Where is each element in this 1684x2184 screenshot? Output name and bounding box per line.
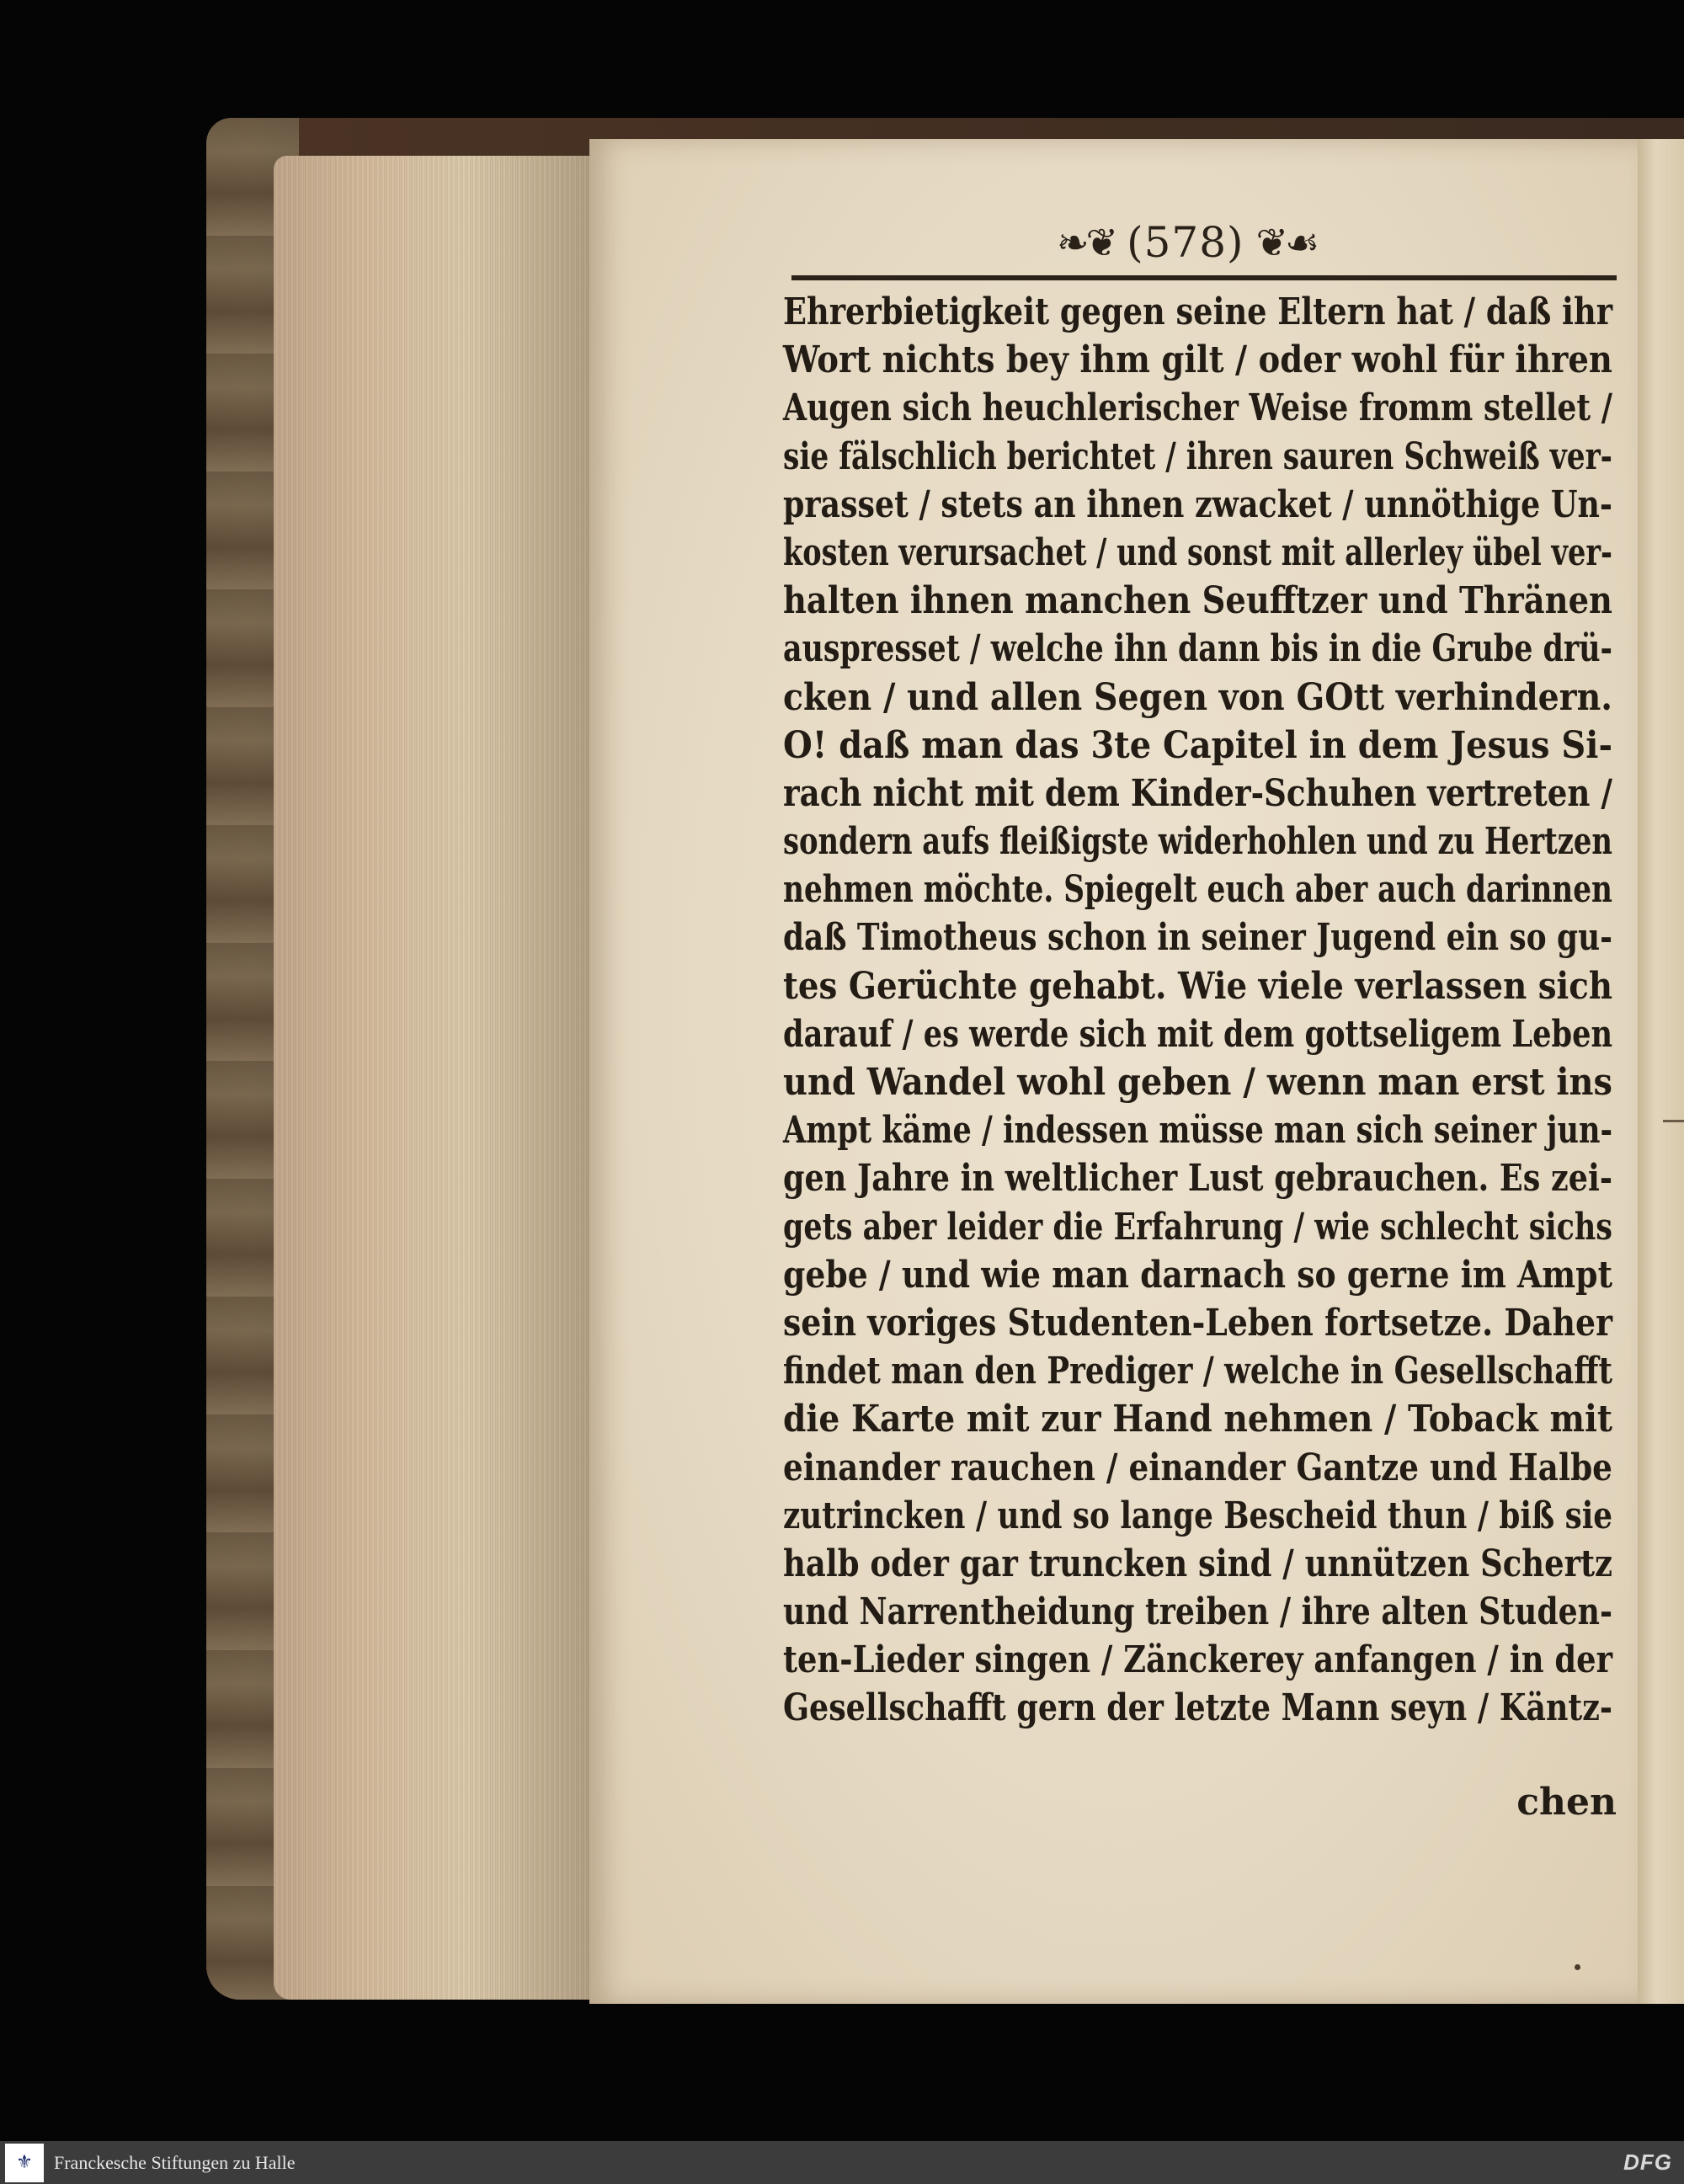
text-line: nehmen möchte. Spiegelt euch aber auch darinnen bbox=[783, 868, 1612, 912]
text-line: cken / und allen Segen von GOtt verhindern. bbox=[783, 675, 1613, 719]
text-line: darauf / es werde sich mit dem gottseligem Leben bbox=[783, 1012, 1613, 1056]
text-line: sie fälschlich berichtet / ihren sauren Schweiß ver- bbox=[783, 434, 1612, 478]
text-line: Ehrerbietigkeit gegen seine Eltern hat / daß ihr bbox=[783, 290, 1613, 333]
text-line: zutrincken / und so lange Bescheid thun / biß sie bbox=[783, 1494, 1613, 1537]
text-line: einander rauchen / einander Gantze und Halbe bbox=[783, 1446, 1612, 1489]
funder-logo: DFG bbox=[1623, 2149, 1672, 2175]
text-line: und Wandel wohl geben / wenn man erst ins bbox=[783, 1061, 1612, 1104]
institution-name: Franckesche Stiftungen zu Halle bbox=[54, 2151, 296, 2173]
text-line: kosten verursachet / und sonst mit allerley übel ver- bbox=[783, 530, 1612, 574]
text-line: halten ihnen manchen Seufftzer und Thränen bbox=[783, 579, 1612, 623]
text-line: auspresset / welche ihn dann bis in die Grube drü- bbox=[783, 627, 1612, 671]
text-line: und Narrentheidung treiben / ihre alten Studen- bbox=[783, 1590, 1612, 1634]
text-line: daß Timotheus schon in seiner Jugend ein so gu- bbox=[783, 916, 1613, 960]
text-line: rach nicht mit dem Kinder-Schuhen vertreten / bbox=[783, 771, 1613, 815]
ornament-right-icon: ❦☙ bbox=[1255, 220, 1317, 265]
text-line: gets aber leider die Erfahrung / wie schlecht sichs bbox=[783, 1205, 1612, 1249]
text-line: Wort nichts bey ihm gilt / oder wohl für ihren bbox=[783, 338, 1612, 382]
text-line: gen Jahre in weltlicher Lust gebrauchen. Es zei- bbox=[783, 1157, 1613, 1201]
page-edges bbox=[274, 156, 594, 2000]
text-line: Gesellschafft gern der letzte Mann seyn / Käntz- bbox=[783, 1686, 1612, 1730]
text-line: halb oder gar truncken sind / unnützen Schertz bbox=[783, 1542, 1613, 1585]
text-line: sein voriges Studenten-Leben fortsetze. Daher bbox=[783, 1301, 1612, 1345]
text-line: sondern aufs fleißigste widerhohlen und zu Hertzen bbox=[783, 820, 1612, 864]
text-line: findet man den Prediger / welche in Gesellschafft bbox=[783, 1350, 1612, 1393]
text-line: prasset / stets an ihnen zwacket / unnöthige Un- bbox=[783, 482, 1613, 526]
text-line: Augen sich heuchlerischer Weise fromm stellet / bbox=[783, 386, 1612, 430]
logo-icon: ⚜ bbox=[16, 2152, 33, 2173]
text-line: Ampt käme / indessen müsse man sich seiner jun- bbox=[783, 1109, 1613, 1153]
page-number: (578) bbox=[1127, 218, 1244, 267]
text-line: ten-Lieder singen / Zänckerey anfangen / in der bbox=[783, 1638, 1613, 1682]
institution-logo bbox=[5, 2144, 44, 2182]
facing-page-mark bbox=[1663, 1120, 1684, 1122]
text-line: die Karte mit zur Hand nehmen / Toback mit bbox=[783, 1398, 1613, 1441]
text-line: O! daß man das 3te Capitel in dem Jesus Si- bbox=[783, 723, 1613, 767]
catchword: chen bbox=[1516, 1781, 1617, 1824]
facing-page-edge bbox=[1638, 139, 1684, 2004]
ornament-left-icon: ❧❦ bbox=[1057, 220, 1116, 265]
running-header bbox=[1057, 217, 1316, 268]
text-line: gebe / und wie man darnach so gerne im Ampt bbox=[783, 1253, 1612, 1297]
footer-bar bbox=[0, 2141, 1684, 2184]
body-text bbox=[783, 288, 1617, 1733]
text-line: tes Gerüchte gehabt. Wie viele verlassen sich bbox=[783, 964, 1613, 1008]
page-dot bbox=[1575, 1964, 1580, 1970]
header-rule bbox=[791, 275, 1617, 280]
